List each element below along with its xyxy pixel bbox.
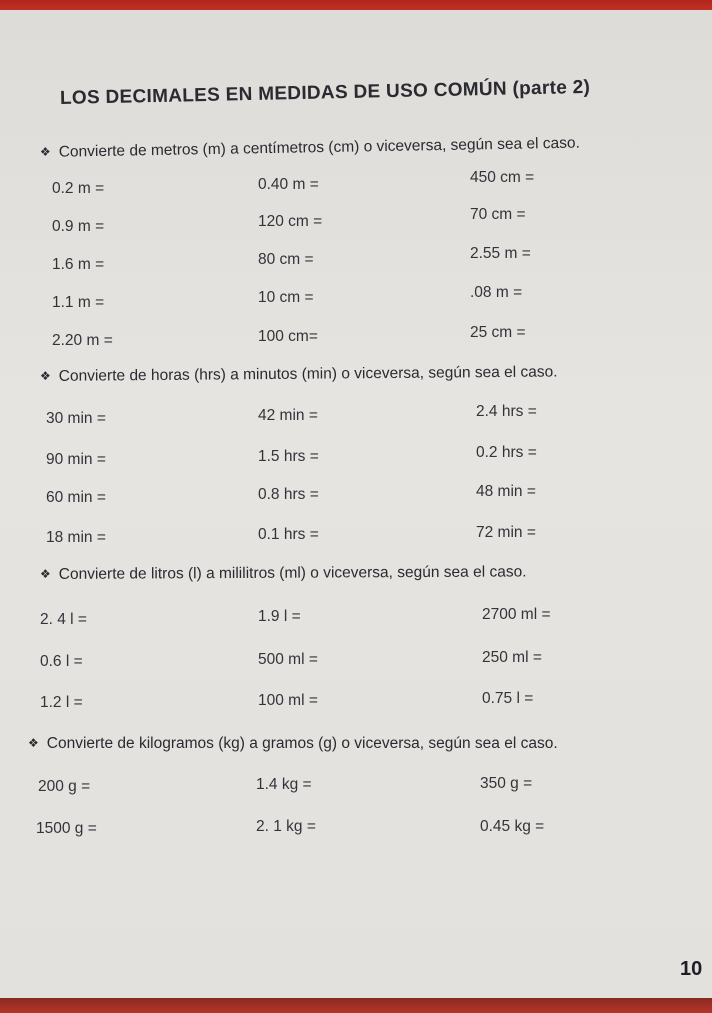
exercise-item: 10 cm = <box>258 289 314 306</box>
exercise-item: 2700 ml = <box>482 606 551 623</box>
exercise-item: 48 min = <box>476 483 536 500</box>
exercise-item: 2.55 m = <box>470 245 531 262</box>
exercise-item: 90 min = <box>46 451 106 468</box>
exercise-item: 70 cm = <box>470 206 526 223</box>
instruction-text: Convierte de horas (hrs) a minutos (min) o viceversa, según sea el caso. <box>58 363 558 385</box>
exercise-item: 2. 4 l = <box>40 611 87 628</box>
exercise-item: 80 cm = <box>258 251 314 268</box>
exercise-item: 60 min = <box>46 489 106 506</box>
exercise-item: 25 cm = <box>470 324 526 341</box>
exercise-item: 1500 g = <box>36 820 97 837</box>
exercise-item: 0.2 m = <box>52 180 105 197</box>
exercise-item: 30 min = <box>46 410 106 427</box>
exercise-item: 200 g = <box>38 778 91 795</box>
exercise-item: 0.8 hrs = <box>258 486 319 503</box>
exercise-item: 120 cm = <box>258 213 323 230</box>
exercise-item: 0.9 m = <box>52 218 105 235</box>
exercise-item: 0.6 l = <box>40 653 83 670</box>
exercise-item: 0.45 kg = <box>480 818 545 835</box>
page-number: 10 <box>680 958 703 980</box>
instruction-text: Convierte de metros (m) a centímetros (cm) o viceversa, según sea el caso. <box>58 134 580 161</box>
exercise-item: 1.2 l = <box>40 694 83 711</box>
exercise-item: 72 min = <box>476 524 536 541</box>
exercise-item: 2.20 m = <box>52 332 113 349</box>
exercise-item: 100 cm= <box>258 328 318 345</box>
exercise-item: 0.40 m = <box>258 176 319 193</box>
exercise-item: .08 m = <box>470 284 523 301</box>
diamond-bullet-icon: ❖ <box>28 736 39 750</box>
instruction-kilograms <box>28 735 558 753</box>
exercise-item: 18 min = <box>46 529 106 546</box>
exercise-item: 100 ml = <box>258 692 318 709</box>
diamond-bullet-icon: ❖ <box>39 144 51 159</box>
instruction-text: Convierte de kilogramos (kg) a gramos (g) o viceversa, según sea el caso. <box>46 735 558 752</box>
exercise-item: 2. 1 kg = <box>256 818 316 835</box>
exercise-item: 250 ml = <box>482 649 542 666</box>
exercise-item: 0.1 hrs = <box>258 526 319 543</box>
exercise-item: 42 min = <box>258 407 318 424</box>
diamond-bullet-icon: ❖ <box>39 368 51 383</box>
diamond-bullet-icon: ❖ <box>39 566 51 581</box>
exercise-item: 1.1 m = <box>52 294 105 311</box>
exercise-item: 350 g = <box>480 775 533 792</box>
exercise-item: 450 cm = <box>470 169 535 186</box>
exercise-item: 1.9 l = <box>258 608 301 625</box>
exercise-item: 2.4 hrs = <box>476 403 537 420</box>
exercise-item: 1.6 m = <box>52 256 105 273</box>
instruction-text: Convierte de litros (l) a mililitros (ml) o viceversa, según sea el caso. <box>58 563 527 583</box>
exercise-item: 0.75 l = <box>482 690 534 707</box>
exercise-item: 1.4 kg = <box>256 776 312 793</box>
exercise-item: 1.5 hrs = <box>258 448 319 465</box>
instruction-liters <box>40 563 527 584</box>
exercise-item: 500 ml = <box>258 651 318 668</box>
exercise-item: 0.2 hrs = <box>476 444 537 461</box>
worksheet-title: LOS DECIMALES EN MEDIDAS DE USO COMÚN (parte 2) <box>59 76 591 109</box>
red-background-bottom <box>0 998 712 1013</box>
